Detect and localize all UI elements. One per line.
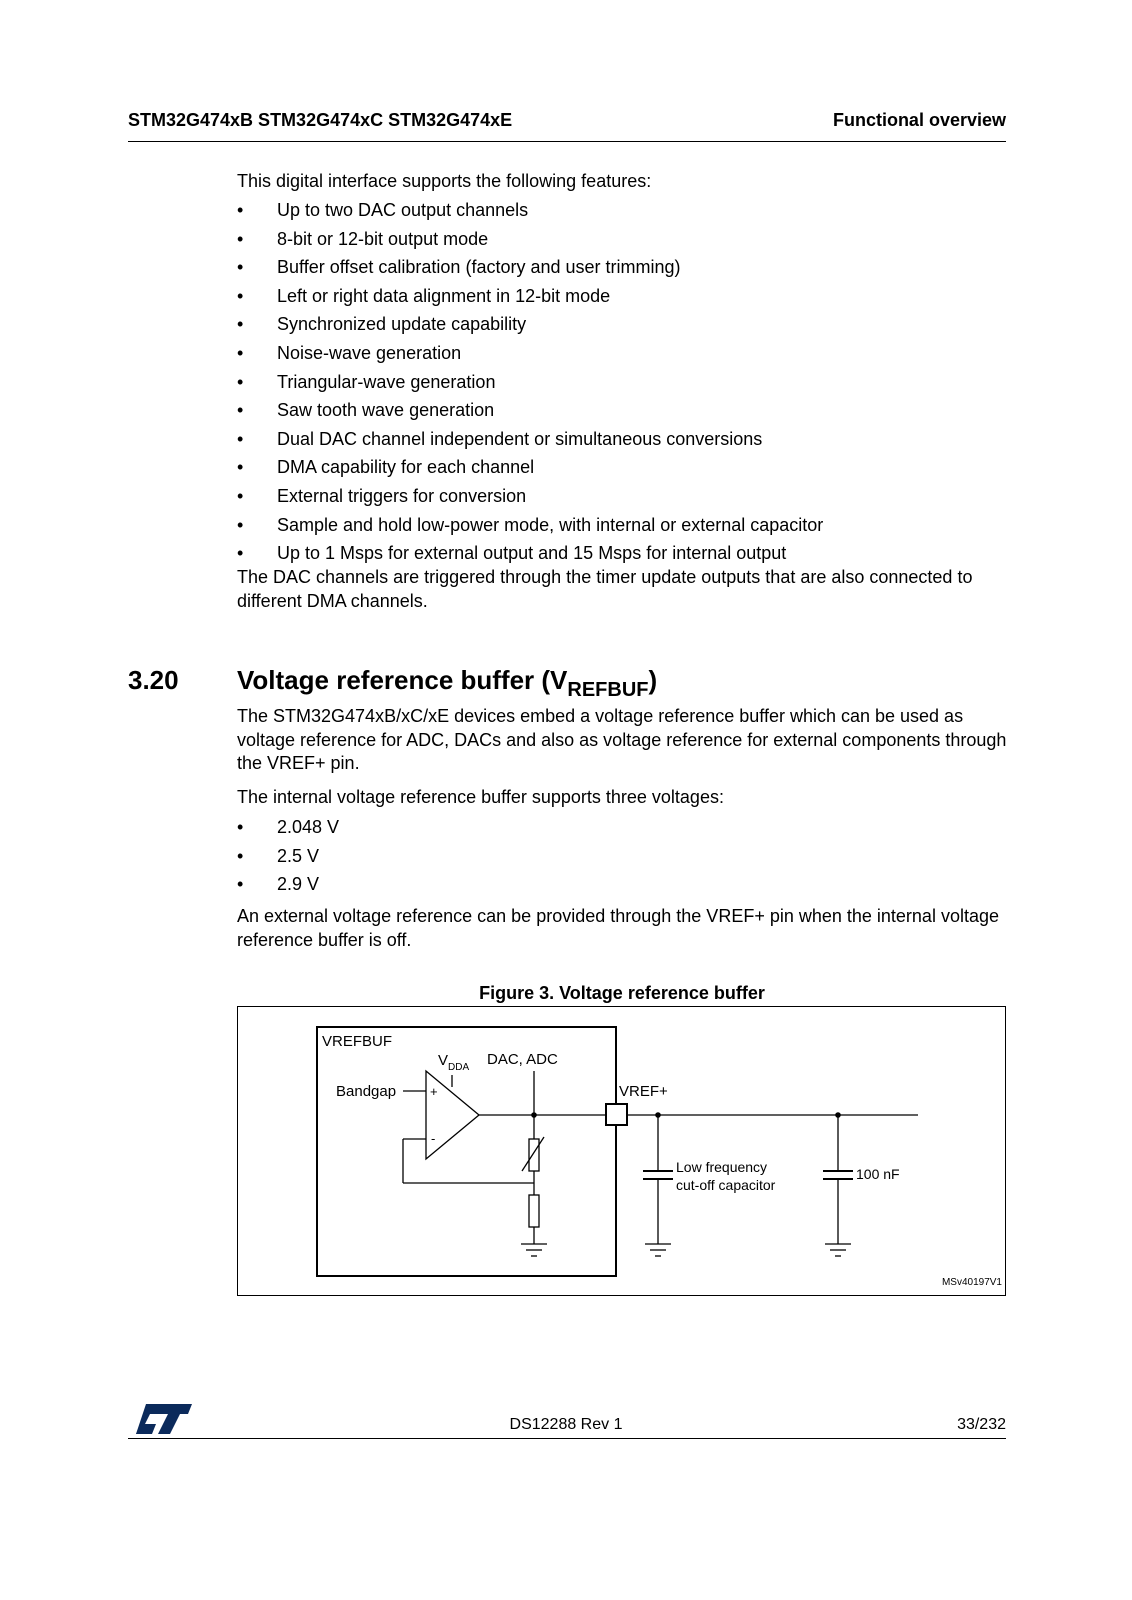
bandgap-label: Bandgap (336, 1083, 397, 1100)
cap1-label-line1: Low frequency (676, 1159, 768, 1175)
voltage-reference-buffer-diagram (238, 1007, 1007, 1297)
figure-frame (237, 1006, 1006, 1296)
figure-caption: Figure 3. Voltage reference buffer (479, 983, 765, 1003)
feature-item (237, 253, 823, 282)
header-section-title: Functional overview (832, 110, 1006, 130)
voltage-list (237, 813, 339, 899)
feature-text: Up to two DAC output channels (277, 200, 529, 220)
feature-item (237, 282, 823, 311)
section-title (237, 665, 658, 701)
feature-item (237, 339, 823, 368)
feature-text: Saw tooth wave generation (277, 400, 495, 421)
voltage-text: 2.9 V (277, 874, 320, 895)
feature-text: Noise-wave generation (277, 342, 462, 363)
dac-adc-label: DAC, ADC (487, 1051, 558, 1068)
feature-item (237, 425, 823, 454)
section-title-sub: REFBUF (567, 679, 649, 701)
vdda-label: $V_{DDA}$ (438, 1052, 470, 1073)
bullet-icon: • (237, 543, 244, 564)
variable-resistor-arrow (522, 1137, 544, 1171)
vref-pin-label: VREF+ (619, 1083, 668, 1100)
fixed-resistor (529, 1195, 539, 1227)
bullet-icon: • (237, 285, 244, 306)
feature-text: Dual DAC channel independent or simultaneous conversions (277, 428, 763, 449)
voltage-item (237, 813, 339, 842)
feature-text: DMA capability for each channel (277, 457, 535, 478)
footer-doc-id: DS12288 Rev 1 (509, 1416, 623, 1433)
feature-text: Left or right data alignment in 12-bit mode (277, 285, 611, 306)
footer-page-number: 33/232 (957, 1416, 1006, 1433)
opamp-plus-label: + (430, 1084, 438, 1099)
cap1-label-line2: cut-off capacitor (676, 1177, 776, 1193)
bullet-icon: • (237, 228, 244, 249)
ground-symbol-2 (645, 1244, 671, 1256)
figure-code: MSv40197V1 (941, 1277, 1002, 1288)
bullet-icon: • (237, 457, 244, 478)
feature-text: External triggers for conversion (277, 485, 527, 506)
bullet-icon: • (237, 817, 244, 837)
feature-item (237, 368, 823, 397)
feature-item (237, 511, 823, 540)
feature-item (237, 310, 823, 339)
dac-paragraph: The DAC channels are triggered through the timer update outputs that are also connected to different DMA channels. (237, 567, 973, 611)
feature-text: 8-bit or 12-bit output mode (277, 228, 489, 249)
bullet-icon: • (237, 514, 244, 535)
voltage-text: 2.5 V (277, 845, 320, 866)
junction-dot-3 (835, 1112, 841, 1118)
feature-item (237, 196, 823, 225)
ground-symbol-1 (521, 1244, 547, 1256)
section-paragraph-3: An external voltage reference can be provided through the VREF+ pin when the internal voltage reference buffer is off. (237, 906, 999, 950)
bullet-icon: • (237, 400, 244, 421)
section-number: 3.20 (128, 665, 179, 695)
voltage-item (237, 870, 339, 899)
header-divider (128, 141, 1006, 142)
feature-item (237, 396, 823, 425)
bullet-icon: • (237, 845, 244, 866)
opamp-minus-label: - (431, 1131, 436, 1146)
section-paragraph-2: The internal voltage reference buffer supports three voltages: (237, 787, 724, 807)
voltage-text: 2.048 V (277, 817, 340, 837)
feature-text: Buffer offset calibration (factory and user trimming) (277, 257, 681, 278)
bullet-icon: • (237, 200, 244, 220)
feature-item (237, 482, 823, 511)
section-title-main: Voltage reference buffer (V (237, 665, 568, 695)
feature-text: Triangular-wave generation (277, 371, 496, 392)
bullet-icon: • (237, 485, 244, 506)
bullet-icon: • (237, 371, 244, 392)
bullet-icon: • (237, 342, 244, 363)
ground-symbol-3 (825, 1244, 851, 1256)
bullet-icon: • (237, 428, 244, 449)
junction-dot-1 (531, 1112, 537, 1118)
junction-dot-2 (655, 1112, 661, 1118)
feature-item (237, 225, 823, 254)
voltage-item (237, 842, 339, 871)
feature-list (237, 196, 823, 568)
variable-resistor (529, 1139, 539, 1171)
bullet-icon: • (237, 257, 244, 278)
header-doc-title: STM32G474xB STM32G474xC STM32G474xE (128, 110, 513, 130)
feature-item (237, 453, 823, 482)
bullet-icon: • (237, 314, 244, 335)
bullet-icon: • (237, 874, 244, 895)
cap2-label: 100 nF (856, 1166, 900, 1182)
feature-text: Synchronized update capability (277, 314, 527, 335)
footer-divider (128, 1438, 1006, 1439)
feature-text: Sample and hold low-power mode, with internal or external capacitor (277, 514, 824, 535)
intro-paragraph: This digital interface supports the following features: (237, 171, 652, 191)
section-paragraph-1: The STM32G474xB/xC/xE devices embed a voltage reference buffer which can be used as voltage reference for ADC, DACs and also as voltage reference for external components through the VREF+ pin. (237, 706, 1007, 773)
feature-item (237, 539, 823, 568)
vref-pin-square (606, 1104, 627, 1125)
vrefbuf-label: VREFBUF (322, 1033, 393, 1050)
section-title-end: ) (648, 665, 658, 695)
feature-text: Up to 1 Msps for external output and 15 Msps for internal output (277, 543, 787, 564)
